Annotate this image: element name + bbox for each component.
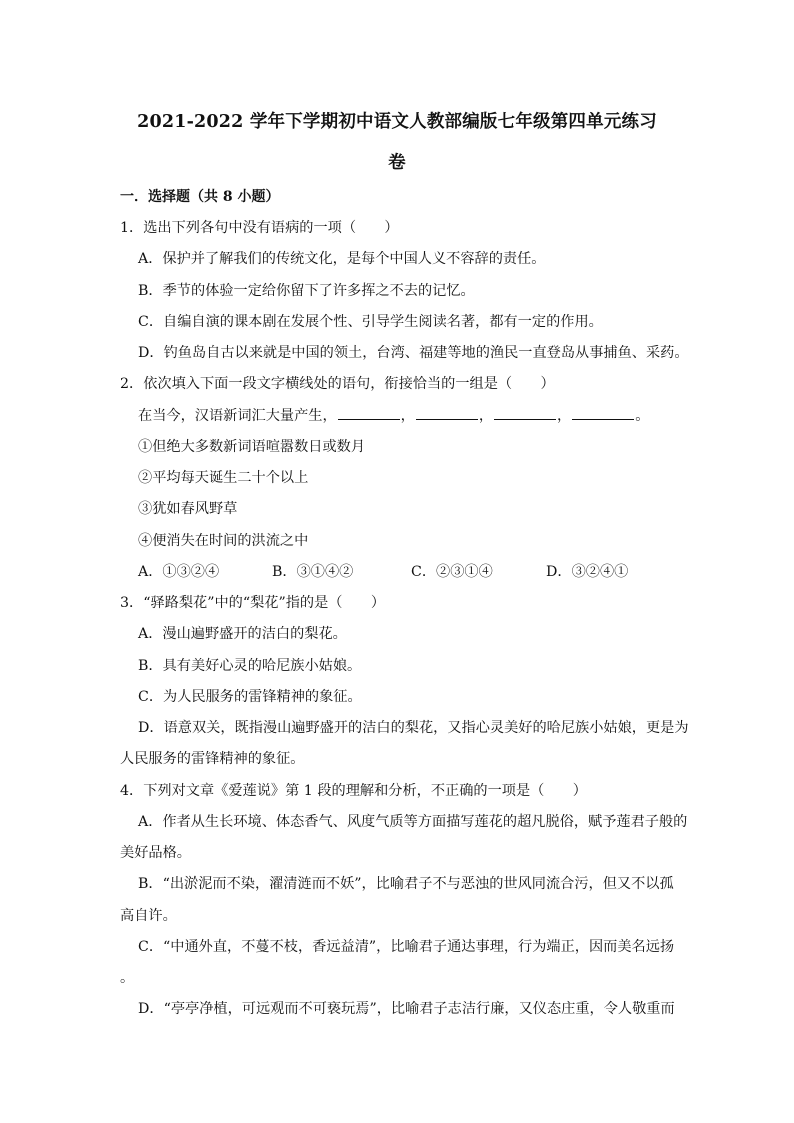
question-4-option-d-line-1: D．“亭亭净植，可远观而不可亵玩焉”，比喻君子志洁行廉，又仪态庄重，令人敬重而 <box>138 1001 675 1017</box>
question-3-option-a: A．漫山遍野盛开的洁白的梨花。 <box>138 626 347 642</box>
question-4-stem: 4．下列对文章《爱莲说》第 1 段的理解和分析，不正确的一项是（ ） <box>120 783 587 799</box>
passage-text: 在当今，汉语新词汇大量产生， <box>138 408 337 424</box>
question-2-sentence-2: ②平均每天诞生二十个以上 <box>138 470 309 486</box>
question-2-option-d: D．③②④① <box>546 564 629 580</box>
comma: ， <box>400 408 415 424</box>
question-2-option-a: A．①③②④ <box>138 564 220 580</box>
question-2-passage <box>138 405 649 425</box>
question-2-sentence-4: ④便消失在时间的洪流之中 <box>138 533 309 549</box>
question-4-option-c-line-1: C．“中通外直，不蔓不枝，香远益清”，比喻君子通达事理，行为端正，因而美名远扬 <box>138 939 675 955</box>
question-1-option-c: C．自编自演的课本剧在发展个性、引导学生阅读名著，都有一定的作用。 <box>138 314 603 330</box>
question-3-stem: 3．“驿路梨花”中的“梨花”指的是（ ） <box>120 595 386 611</box>
question-2-stem: 2．依次填入下面一段文字横线处的语句，衔接恰当的一组是（ ） <box>120 376 555 392</box>
question-3-option-d-line-2: 人民服务的雷锋精神的象征。 <box>120 751 305 767</box>
document-title-line-1: 2021-2022 学年下学期初中语文人教部编版七年级第四单元练习 <box>137 112 657 132</box>
question-2-sentence-1: ①但绝大多数新词语喧嚣数日或数月 <box>138 439 366 455</box>
fill-blank-3 <box>494 407 556 420</box>
question-4-option-b-line-1: B．“出淤泥而不染，濯清涟而不妖”，比喻君子不与恶浊的世风同流合污，但又不以孤 <box>138 876 674 892</box>
question-1-option-b: B．季节的体验一定给你留下了许多挥之不去的记忆。 <box>138 283 475 299</box>
question-1-option-d: D．钓鱼岛自古以来就是中国的领土，台湾、福建等地的渔民一直登岛从事捕鱼、采药。 <box>138 345 689 361</box>
question-2-option-c: C．②③①④ <box>411 564 493 580</box>
question-3-option-c: C．为人民服务的雷锋精神的象征。 <box>138 689 362 705</box>
question-3-option-d-line-1: D．语意双关，既指漫山遍野盛开的洁白的梨花，又指心灵美好的哈尼族小姑娘，更是为 <box>138 720 689 736</box>
comma: ， <box>478 408 494 424</box>
question-4-option-a-line-2: 美好品格。 <box>120 845 191 861</box>
fill-blank-4 <box>572 407 634 420</box>
question-2-sentence-3: ③犹如春风野草 <box>138 501 238 517</box>
fill-blank-2 <box>416 407 478 420</box>
document-title-line-2: 卷 <box>388 153 406 173</box>
question-4-option-b-line-2: 高自许。 <box>120 908 177 924</box>
question-1-option-a: A．保护并了解我们的传统文化，是每个中国人义不容辞的责任。 <box>138 251 546 267</box>
section-heading: 一．选择题（共 8 小题） <box>120 189 280 205</box>
fill-blank-1 <box>338 407 400 420</box>
question-3-option-b: B．具有美好心灵的哈尼族小姑娘。 <box>138 658 362 674</box>
question-1-stem: 1．选出下列各句中没有语病的一项（ ） <box>120 220 399 236</box>
question-2-option-b: B．③①④② <box>272 564 354 580</box>
period: 。 <box>635 408 650 424</box>
comma: ， <box>557 408 572 424</box>
question-4-option-c-line-2: 。 <box>120 970 135 986</box>
question-4-option-a-line-1: A．作者从生长环境、体态香气、风度气质等方面描写莲花的超凡脱俗，赋予莲君子般的 <box>138 814 688 830</box>
